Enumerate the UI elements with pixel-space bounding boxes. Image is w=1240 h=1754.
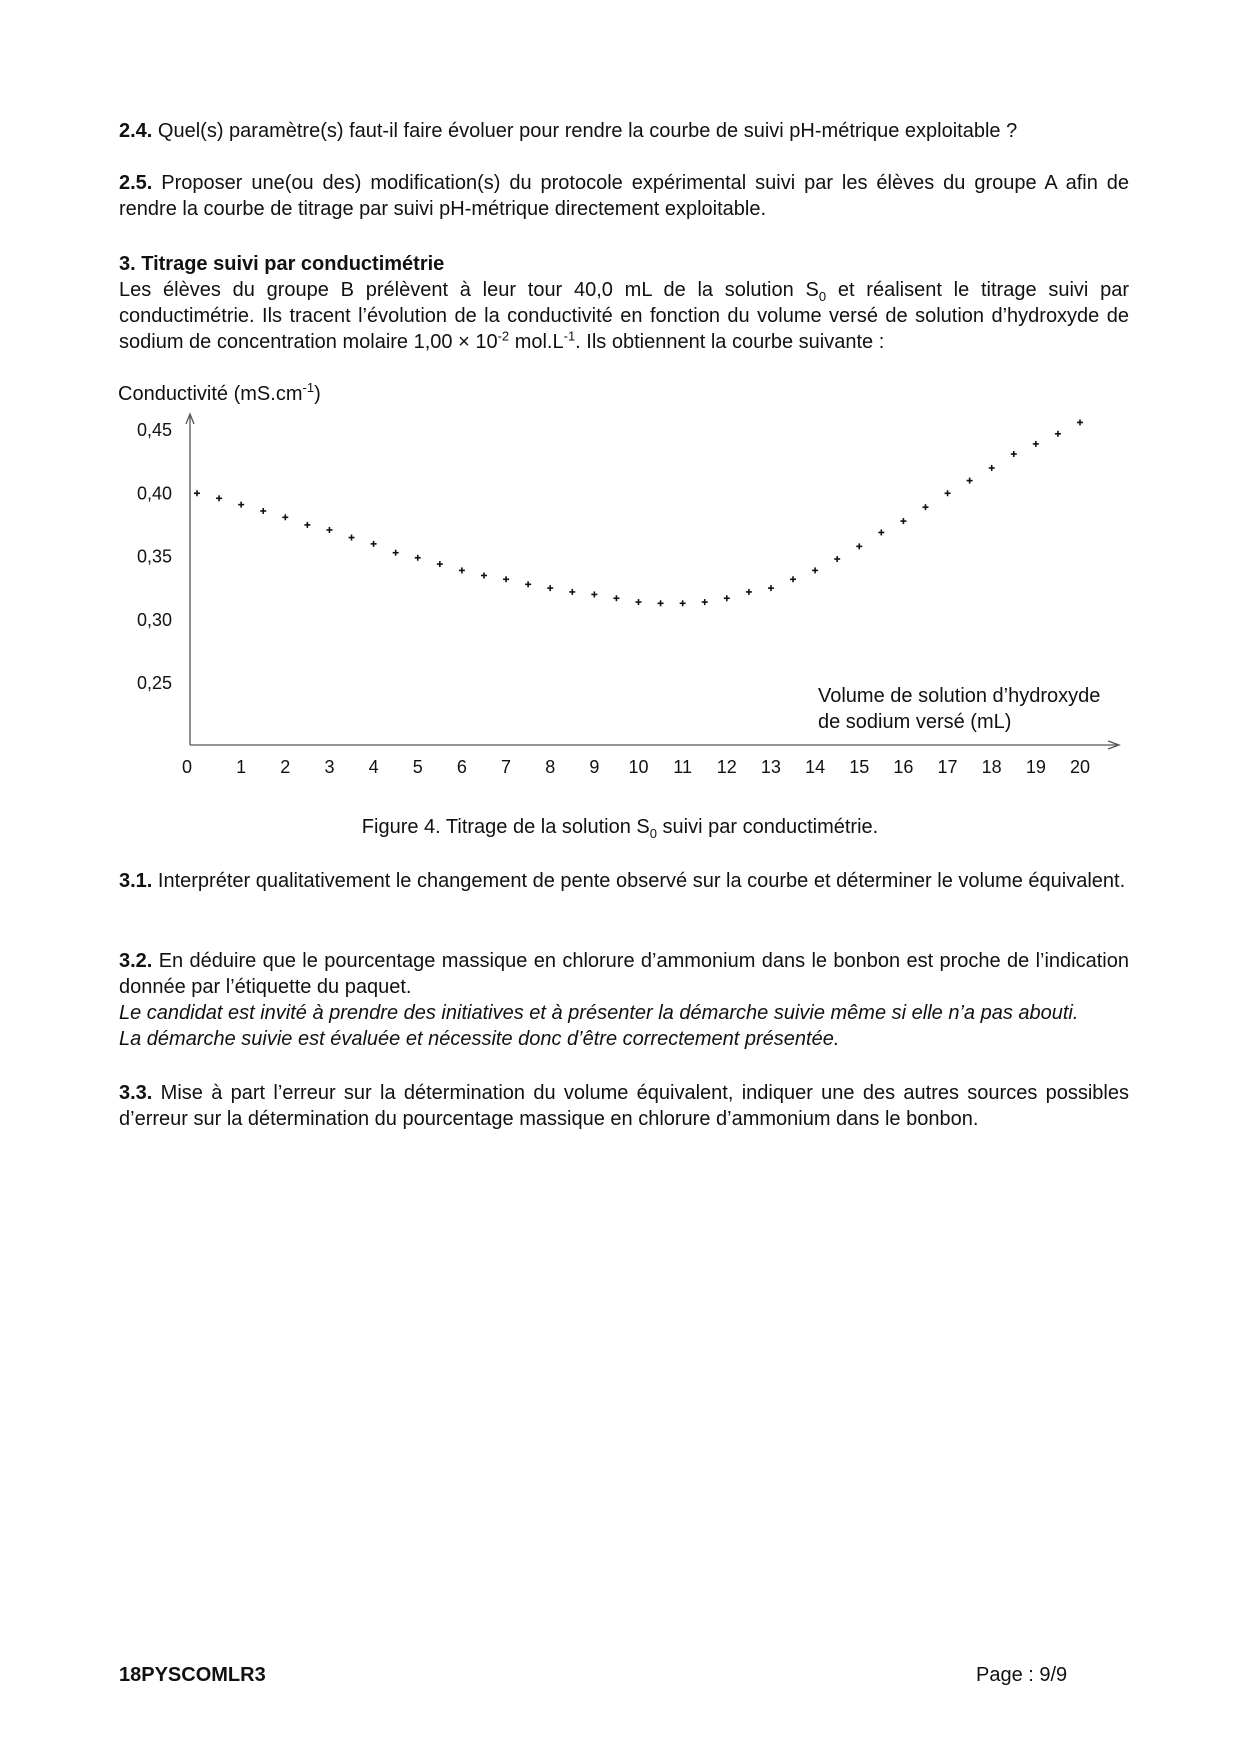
- x-tick-label: 16: [893, 757, 914, 777]
- y-tick-label: 0,25: [137, 673, 173, 693]
- data-point: [437, 561, 443, 567]
- data-point: [989, 465, 995, 471]
- data-point: [1011, 451, 1017, 457]
- question-number: 2.4.: [119, 120, 153, 142]
- data-point: [724, 595, 730, 601]
- x-axis-label-line2: de sodium versé (mL): [818, 711, 1012, 733]
- question-text: Mise à part l’erreur sur la détermination du volume équivalent, indiquer une des autres sources possibles d’erreur sur la détermination du pourcentage massique en chlorure d’ammonium dans le bonbon.: [119, 1082, 1129, 1130]
- x-tick-label: 6: [456, 757, 467, 777]
- x-tick-label: 15: [849, 757, 870, 777]
- question-number: 2.5.: [119, 172, 153, 194]
- data-point: [371, 541, 377, 547]
- superscript: -1: [563, 328, 576, 344]
- x-tick-label: 17: [937, 757, 958, 777]
- question-3-1: [119, 868, 1129, 894]
- data-point: [326, 527, 332, 533]
- data-point: [260, 508, 266, 514]
- instruction-italic-1: Le candidat est invité à prendre des initiatives et à présenter la démarche suivie même si elle n’a pas abouti.: [119, 1002, 1079, 1024]
- x-axis-label-line1: Volume de solution d’hydroxyde: [818, 685, 1101, 707]
- data-point: [636, 599, 642, 605]
- paragraph-text: mol.L: [509, 331, 564, 353]
- y-tick-label: 0,35: [137, 546, 173, 567]
- data-point: [834, 556, 840, 562]
- data-point: [812, 567, 818, 573]
- data-point: [613, 595, 619, 601]
- x-tick-label: 13: [760, 757, 781, 777]
- data-point: [525, 581, 531, 587]
- paragraph-text: et réalisent le titrage suivi par conductimétrie. Ils tracent l’évolution de la conductivité en fonction du volume versé de solution d’hydroxyde de sodium de concentration molaire 1,00 × 10: [119, 279, 1130, 353]
- data-point: [856, 543, 862, 549]
- data-point: [768, 585, 774, 591]
- data-points: [194, 419, 1083, 606]
- instruction-italic-2: La démarche suivie est évaluée et nécessite donc d’être correctement présentée.: [119, 1028, 840, 1050]
- x-tick-label: 19: [1025, 757, 1046, 777]
- x-tick-label: 12: [716, 757, 737, 777]
- data-point: [790, 576, 796, 582]
- data-point: [459, 567, 465, 573]
- question-2-5: [119, 170, 1129, 222]
- question-3-3: [119, 1080, 1129, 1132]
- question-text: Interpréter qualitativement le changement de pente observé sur la courbe et déterminer le volume équivalent.: [152, 870, 1126, 892]
- data-point: [1033, 441, 1039, 447]
- data-point: [481, 572, 487, 578]
- data-point: [680, 600, 686, 606]
- data-point: [415, 555, 421, 561]
- y-tick-label: 0,40: [137, 483, 173, 504]
- y-tick-labels: [137, 420, 172, 693]
- subscript: 0: [649, 826, 657, 841]
- caption-text: suivi par conductimétrie.: [656, 816, 879, 838]
- x-tick-label: 11: [673, 757, 692, 777]
- x-tick-label: 1: [236, 757, 247, 777]
- page-number: Page : 9/9: [976, 1664, 1068, 1686]
- y-tick-label: 0,30: [137, 609, 173, 630]
- section-3-paragraph: [119, 277, 1129, 355]
- paragraph-text: Les élèves du groupe B prélèvent à leur tour 40,0 mL de la solution S: [119, 279, 819, 301]
- data-point: [878, 529, 884, 535]
- x-tick-label: 20: [1069, 757, 1091, 777]
- question-text: Proposer une(ou des) modification(s) du protocole expérimental suivi par les élèves du groupe A afin de rendre la courbe de titrage par suivi pH-métrique directement exploitable.: [119, 172, 1129, 220]
- data-point: [194, 490, 200, 496]
- data-point: [922, 504, 928, 510]
- question-text: En déduire que le pourcentage massique en chlorure d’ammonium dans le bonbon est proche de l’indication donnée par l’étiquette du paquet.: [119, 950, 1129, 998]
- x-tick-label: 5: [412, 757, 423, 777]
- caption-text: Figure 4. Titrage de la solution S: [361, 816, 650, 838]
- data-point: [547, 585, 553, 591]
- data-point: [503, 576, 509, 582]
- x-tick-label: 14: [805, 757, 826, 777]
- data-point: [282, 514, 288, 520]
- data-point: [569, 589, 575, 595]
- question-text: Quel(s) paramètre(s) faut-il faire évoluer pour rendre la courbe de suivi pH-métrique exploitable ?: [152, 120, 1018, 142]
- data-point: [1055, 431, 1061, 437]
- figure-caption: [0, 814, 1240, 840]
- data-point: [702, 599, 708, 605]
- data-point: [591, 591, 597, 597]
- data-point: [393, 550, 399, 556]
- question-number: 3.2.: [119, 950, 153, 972]
- question-number: 3.1.: [119, 870, 153, 892]
- y-tick-label: 0,45: [137, 420, 173, 440]
- data-point: [349, 535, 355, 541]
- x-tick-label: 2: [280, 757, 291, 777]
- data-point: [304, 522, 310, 528]
- paragraph-text: . Ils obtiennent la courbe suivante :: [575, 331, 885, 353]
- x-tick-label: 3: [324, 757, 335, 777]
- y-axis-label: Conductivité $(mS.cm^{-1})$: [118, 380, 321, 405]
- x-tick-label: 0: [181, 757, 193, 777]
- x-tick-label: 10: [628, 757, 649, 777]
- x-tick-label: 9: [589, 757, 600, 777]
- x-tick-labels: [182, 757, 1090, 777]
- document-code: 18PYSCOMLR3: [119, 1664, 266, 1686]
- x-tick-label: 4: [368, 757, 379, 777]
- question-3-2: [119, 948, 1129, 1000]
- x-tick-label: 8: [545, 757, 556, 777]
- superscript: -2: [497, 328, 510, 344]
- data-point: [967, 478, 973, 484]
- data-point: [238, 502, 244, 508]
- section-3-heading: 3. Titrage suivi par conductimétrie: [119, 253, 445, 275]
- data-point: [945, 490, 951, 496]
- question-number: 3.3.: [119, 1082, 153, 1104]
- question-2-4: [119, 118, 1129, 144]
- subscript: 0: [818, 289, 827, 304]
- data-point: [746, 589, 752, 595]
- data-point: [658, 600, 664, 606]
- data-point: [216, 495, 222, 501]
- x-tick-label: 18: [981, 757, 1002, 777]
- data-point: [900, 518, 906, 524]
- data-point: [1077, 419, 1083, 425]
- x-tick-label: 7: [501, 757, 512, 777]
- conductivity-chart: [110, 378, 1140, 788]
